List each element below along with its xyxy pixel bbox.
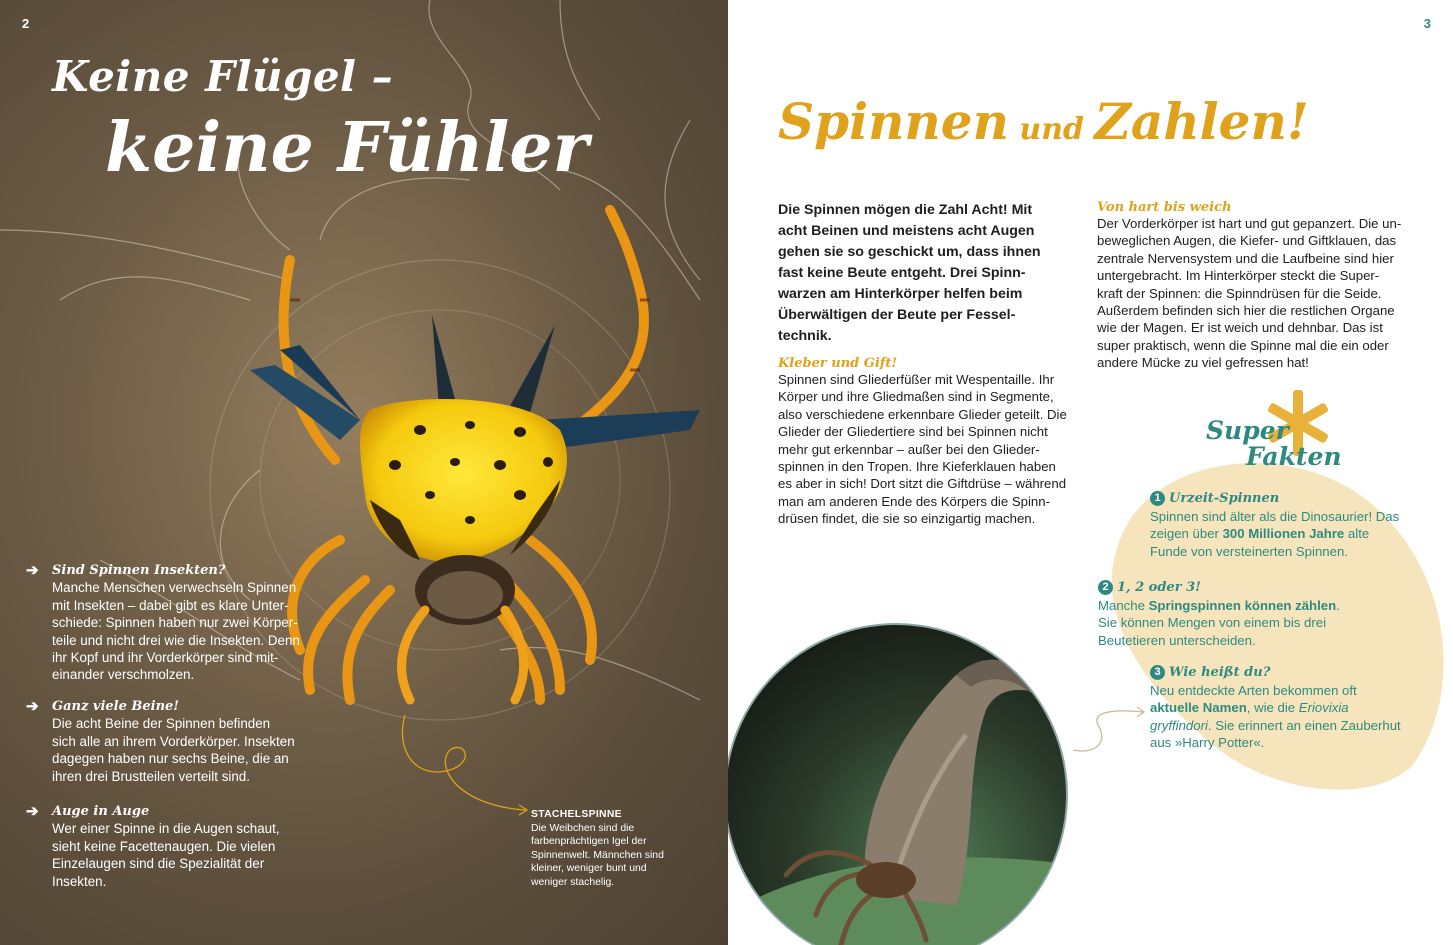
super-fact-1 [1150, 490, 1440, 560]
body-line: man am anderen Ende des Körpers die Spinn- [778, 493, 1050, 509]
caption-pointer-arrow [395, 710, 535, 830]
highlight-text: aktuelle Namen [1150, 700, 1247, 716]
fact-block-legs [26, 698, 316, 785]
fact-line: teile und nicht drei wie die Insekten. Denn [52, 632, 300, 648]
body-line: Glieder der Gliedertiere sind bei Spinnen nicht [778, 424, 1048, 440]
arrow-right-icon: ➔ [26, 698, 39, 715]
fact-block-eyes [26, 803, 316, 890]
super-fact-title [1150, 664, 1440, 682]
fact-block-insects [26, 562, 316, 684]
headline-line-2: keine Fühler [105, 108, 589, 188]
intro-paragraph [778, 200, 1048, 347]
body-line: kraft der Spinnen: die Spinndrüsen für die Seide. [1097, 285, 1382, 301]
photo-pointer-arrow [1068, 700, 1148, 760]
super-fact-title-text: Urzeit-Spinnen [1169, 491, 1280, 506]
super-word: Super [1206, 416, 1289, 445]
eriovixia-photo [728, 615, 1076, 945]
super-fact-line: Neu entdeckte Arten bekommen oft [1150, 682, 1357, 698]
highlight-text: 300 Millionen Jahre [1222, 526, 1345, 542]
body-line: spinnen in den Tropen. Ihre Kieferklauen haben [778, 459, 1056, 475]
fact-title: Sind Spinnen Insekten? [52, 563, 226, 578]
fact-line: dagegen haben nur sechs Beine, die an [52, 751, 289, 767]
title-word-1: Spinnen [778, 92, 1009, 151]
fact-body [52, 820, 316, 890]
body-line: beweglichen Augen, die Kiefer- und Giftklauen, das [1097, 233, 1397, 249]
body-line: zentrale Nervensystem und die Laufbeine sind hier [1097, 250, 1394, 266]
highlight-text: Springspinnen können zählen [1148, 597, 1337, 613]
body-line: wie der Magen. Er ist weich und dehnbar. Das ist [1097, 320, 1383, 336]
super-fact-line: Spinnen sind älter als die Dinosaurier! Das [1150, 508, 1400, 524]
text-run: . [1336, 597, 1340, 613]
arrow-right-icon: ➔ [26, 803, 39, 820]
fact-line: einander verschmolzen. [52, 667, 195, 683]
body-line: drüsen findet, die sie so einzigartig machen. [778, 511, 1036, 527]
caption-line: Die Weibchen sind die [531, 822, 635, 834]
page-number-left: 2 [22, 16, 30, 31]
text-run: alte [1344, 526, 1370, 542]
body-line: Körper und ihre Gliedmaßen sind in Segmente, [778, 389, 1054, 405]
super-fact-2 [1098, 579, 1398, 649]
number-badge: 1 [1150, 491, 1165, 506]
headline-line-1: Keine Flügel – [52, 52, 394, 101]
title-connector: und [1008, 112, 1095, 147]
number-badge: 3 [1150, 665, 1165, 680]
page-title [778, 92, 1309, 151]
species-name: gryffindori [1150, 717, 1208, 733]
fact-line: Manche Menschen verwechseln Spinnen [52, 580, 297, 596]
super-fact-line [1150, 525, 1440, 543]
fact-line: ihr Kopf und ihr Vorderkörper sind mit- [52, 650, 279, 666]
super-fact-line: Funde von versteinerten Spinnen. [1150, 543, 1348, 559]
intro-line: acht Beinen und meistens acht Augen [778, 223, 1035, 239]
fact-line: Insekten. [52, 873, 107, 889]
text-run: Manche [1098, 597, 1149, 613]
super-fact-title-text: Wie heißt du? [1169, 665, 1271, 680]
intro-line: Die Spinnen mögen die Zahl Acht! Mit [778, 202, 1033, 218]
super-fact-title-text: 1, 2 oder 3! [1117, 580, 1201, 595]
super-fact-line [1150, 699, 1440, 717]
section-body [1097, 215, 1403, 372]
body-line: untergebracht. Im Hinterkörper steckt die Super- [1097, 268, 1380, 284]
section-kleber-und-gift [778, 356, 1078, 528]
text-run: zeigen über [1150, 526, 1223, 542]
body-line: super praktisch, wenn die Spinne mal die ein oder [1097, 337, 1389, 353]
caption-line: farbenprächtigen Igel der [531, 836, 647, 848]
caption-line: Spinnenwelt. Männchen sind [531, 849, 664, 861]
body-line: mehr gut erkennbar – außer bei den Glieder- [778, 441, 1040, 457]
super-fact-3 [1150, 664, 1440, 752]
section-title: Von hart bis weich [1097, 200, 1232, 215]
super-fact-title [1150, 490, 1440, 508]
fact-line: sieht keine Facettenaugen. Die vielen [52, 838, 276, 854]
fact-body [52, 715, 316, 785]
fact-title: Auge in Auge [52, 804, 150, 819]
intro-line: Überwältigen der Beute per Fessel- [778, 307, 1016, 323]
intro-line: gehen sie so geschickt um, dass ihnen [778, 244, 1041, 260]
photo-caption [531, 808, 681, 890]
intro-line: technik. [778, 328, 832, 344]
super-fact-line [1098, 597, 1398, 615]
fact-line: ihren drei Brustteilen verteilt sind. [52, 768, 250, 784]
section-body [778, 371, 1078, 528]
super-fact-line: aus »Harry Potter«. [1150, 735, 1265, 751]
species-name: Eriovixia [1298, 700, 1349, 716]
text-run: . Sie erinnert an einen Zauberhut [1207, 717, 1401, 733]
intro-line: warzen am Hinterkörper helfen beim [778, 286, 1023, 302]
super-fact-line: Sie können Mengen von einem bis drei [1098, 615, 1326, 631]
super-fact-line: Beutetieren unterscheiden. [1098, 632, 1256, 648]
intro-line: fast keine Beute entgeht. Drei Spinn- [778, 265, 1026, 281]
page-number-right: 3 [1423, 16, 1431, 31]
body-line: es aber in sich! Dort sitzt die Giftdrüse – während [778, 476, 1067, 492]
fact-line: Einzelaugen sind die Spezialität der [52, 856, 265, 872]
fact-title: Ganz viele Beine! [52, 699, 180, 714]
super-fact-line [1150, 717, 1440, 735]
caption-line: kleiner, weniger bunt und [531, 863, 647, 875]
fact-line: Die acht Beine der Spinnen befinden [52, 716, 271, 732]
fact-line: sich alle an ihrem Vorderkörper. Insekten [52, 733, 295, 749]
arrow-right-icon: ➔ [26, 562, 39, 579]
body-line: also verschiedene erkennbare Glieder geteilt. Die [778, 406, 1067, 422]
caption-title: STACHELSPINNE [531, 809, 622, 820]
body-line: Spinnen sind Gliederfüßer mit Wespentaille. Ihr [778, 372, 1055, 387]
section-title: Kleber und Gift! [778, 356, 898, 371]
fakten-word: Fakten [1246, 442, 1342, 471]
body-line: Außerdem befinden sich hier die restlichen Organe [1097, 303, 1395, 319]
text-run: , wie die [1246, 700, 1299, 716]
fact-line: mit Insekten – dabei gibt es klare Unter- [52, 597, 289, 613]
fact-body [52, 579, 316, 683]
number-badge: 2 [1098, 580, 1113, 595]
body-line: andere Mücke zu viel gefressen hat! [1097, 355, 1309, 371]
title-word-2: Zahlen! [1094, 92, 1309, 151]
super-fact-title [1098, 579, 1398, 597]
section-von-hart-bis-weich [1097, 200, 1403, 372]
body-line: Der Vorderkörper ist hart und gut gepanzert. Die un- [1097, 216, 1402, 231]
caption-line: weniger stachelig. [531, 876, 615, 888]
fact-line: schiede: Spinnen haben nur zwei Körper- [52, 615, 298, 631]
super-facts-logo [1202, 402, 1342, 472]
right-page [728, 0, 1453, 945]
fact-line: Wer einer Spinne in die Augen schaut, [52, 821, 280, 837]
